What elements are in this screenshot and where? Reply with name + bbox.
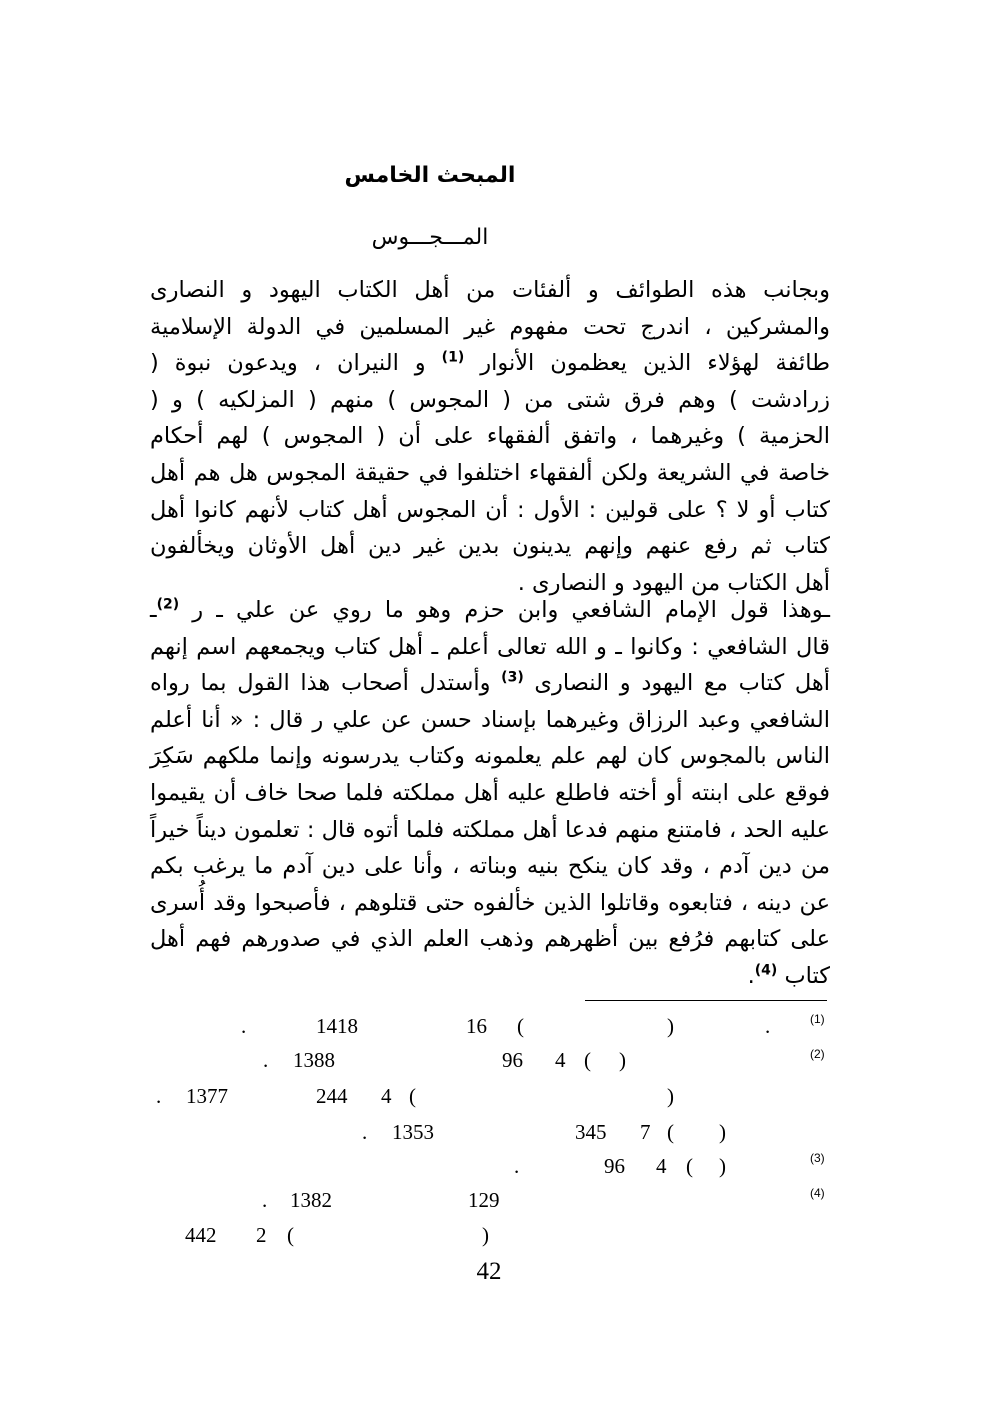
- section-title: المبحث الخامس: [344, 163, 516, 188]
- text-line: وبجانب هذه الطوائف و ألفئات من أهل الكتاب اليهود و النصارى: [150, 277, 830, 303]
- footnote-text: 129: [468, 1188, 500, 1212]
- text-line: [150, 958, 830, 995]
- footnote-text: .: [262, 1188, 268, 1212]
- text-segment: أهل كتاب مع اليهود و النصارى: [534, 670, 830, 697]
- footnote-text: .: [514, 1154, 520, 1178]
- text-line: عليه الحد ، فامتنع منهم فدعا أهل مملكته فلما أتوه قال : تعلمون ديناً خيراً: [150, 816, 830, 843]
- footnote-text: 1377: [186, 1084, 228, 1108]
- text-line: والمشركين ، اندرج تحت مفهوم غير المسلمين في الدولة الإسلامية: [150, 313, 830, 340]
- page-number: 42: [476, 1258, 502, 1285]
- footnote-text: .: [156, 1084, 162, 1108]
- footnote-text: 4: [555, 1048, 566, 1072]
- text-segment: .: [747, 962, 755, 989]
- footnote-text: ): [667, 1014, 674, 1038]
- footnote-text: ): [619, 1048, 626, 1072]
- text-line: الشافعي وعبد الرزاق وغيرهما بإسناد حسن عن علي ر قال : « أنا أعلم: [150, 706, 830, 733]
- footnote-ref-3: (3): [501, 669, 524, 686]
- text-line: أهل الكتاب من اليهود و النصارى .: [517, 569, 830, 596]
- footnote-mark-4: (4): [810, 1186, 825, 1200]
- footnote-text: 4: [656, 1154, 667, 1178]
- footnote-text: ): [482, 1223, 489, 1247]
- footnote-text: (: [517, 1014, 524, 1038]
- text-segment: ـ: [823, 597, 830, 623]
- text-line: الحزمية ) وغيرهما ، واتفق ألفقهاء على أن ( المجوس ) لهم أحكام: [150, 423, 830, 450]
- footnote-separator: [585, 1000, 827, 1001]
- text-segment: طائفة لهؤلاء الذين يعظمون الأنوار: [480, 350, 830, 377]
- paragraph-2: [150, 592, 830, 995]
- footnote-text: (: [667, 1120, 674, 1144]
- text-line: [150, 592, 830, 629]
- footnote-text: 4: [381, 1084, 392, 1108]
- footnote-text: 1382: [290, 1188, 332, 1212]
- section-subtitle: المـــجـــوس: [371, 225, 489, 250]
- text-segment: وأستدل أصحاب هذا القول بما رواه: [150, 670, 491, 697]
- text-line: من دين آدم ، وقد كان ينكح بنيه وبناته ، وأنا على دين آدم ما يرغب بكم: [150, 853, 830, 880]
- footnote-mark-2: (2): [810, 1047, 825, 1061]
- footnote-text: 16: [466, 1014, 487, 1038]
- footnote-text: (: [584, 1048, 591, 1072]
- footnote-text: 1353: [392, 1120, 434, 1144]
- footnote-text: 345: [575, 1120, 607, 1144]
- text-line: الناس بالمجوس كان لهم علم يعلمونه وكتاب يدرسونه وإنما ملكهم سَكِرَ: [150, 743, 830, 770]
- footnote-ref-4: (4): [754, 962, 778, 979]
- text-line: كتاب ثم رفع عنهم وإنهم يدينون بدين غير دين أهل الأوثان ويخألفون: [150, 533, 830, 560]
- footnote-text: 1418: [316, 1014, 358, 1038]
- text-line: كتاب أو لا ؟ على قولين : الأول : أن المجوس أهل كتاب لأنهم كانوا أهل: [150, 496, 830, 523]
- text-line: عن دينه ، فتابعوه وقاتلوا الذين خألفوه حتى قتلوهم ، فأصبحوا وقد أُسرى: [150, 889, 830, 916]
- footnote-text: .: [263, 1048, 269, 1072]
- text-segment: وهذا قول الإمام الشافعي وابن حزم وهو ما روي عن علي ـ ر: [192, 597, 824, 623]
- footnote-ref-2: (2): [156, 596, 180, 613]
- footnote-mark-3: (3): [810, 1151, 825, 1165]
- footnote-text: 7: [640, 1120, 651, 1144]
- footnote-text: 2: [256, 1223, 267, 1247]
- footnote-text: 442: [185, 1223, 217, 1247]
- text-line: زرادشت ) وهم فرق شتى من ( المجوس ) منهم ( المزلكيه ) و (: [150, 386, 830, 413]
- footnote-text: ): [667, 1084, 674, 1108]
- text-line: فوقع على ابنته أو أخته فاطلع عليه أهل مملكته فلما صحا خاف أن يقيموا: [150, 779, 830, 806]
- text-line: [150, 665, 830, 702]
- footnote-mark-1: (1): [810, 1012, 825, 1026]
- footnote-text: 96: [502, 1048, 523, 1072]
- text-segment: كتاب: [784, 962, 830, 989]
- footnote-text: 244: [316, 1084, 348, 1108]
- text-line: قال الشافعي : وكانوا ـ و الله تعالى أعلم ـ أهل كتاب ويجمعهم اسم إنهم: [150, 633, 830, 660]
- footnote-text: ): [719, 1120, 726, 1144]
- footnote-text: .: [765, 1014, 771, 1038]
- footnote-ref-1: (1): [441, 349, 465, 366]
- footnote-text: (: [287, 1223, 294, 1247]
- text-line: [150, 345, 830, 382]
- footnote-text: .: [241, 1014, 247, 1038]
- footnote-text: 96: [604, 1154, 625, 1178]
- paragraph-1: [150, 272, 830, 601]
- text-segment: ـ: [150, 597, 157, 623]
- footnote-text: (: [686, 1154, 693, 1178]
- footnote-text: (: [409, 1084, 416, 1108]
- text-line: على كتابهم فرُفع بين أظهرهم وذهب العلم الذي في صدورهم فهم أهل: [150, 926, 830, 953]
- footnote-text: .: [362, 1120, 368, 1144]
- text-line: خاصة في الشريعة ولكن ألفقهاء اختلفوا في حقيقة المجوس هل هم أهل: [150, 459, 830, 486]
- text-segment: و النيران ، ويدعون نبوة (: [150, 350, 426, 377]
- footnote-text: ): [719, 1154, 726, 1178]
- footnote-text: 1388: [293, 1048, 335, 1072]
